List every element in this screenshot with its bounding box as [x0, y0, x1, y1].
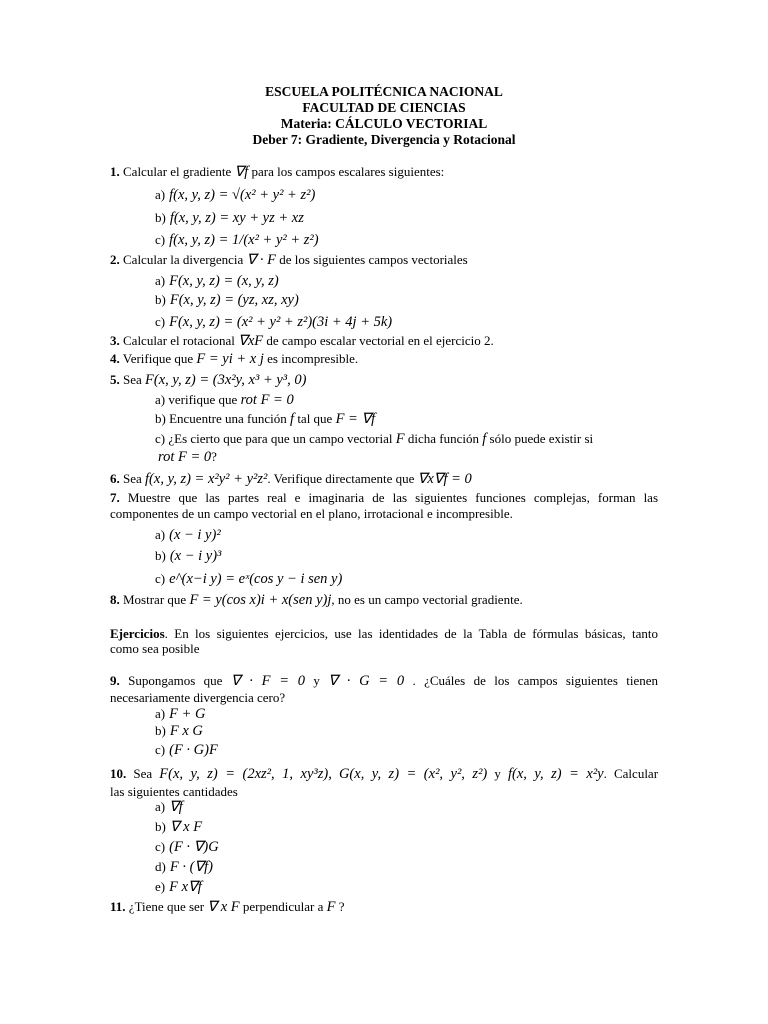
subject-name: Materia: CÁLCULO VECTORIAL: [280, 116, 488, 131]
assignment-title: Deber 7: Gradiente, Divergencia y Rotacional: [252, 132, 516, 147]
question-5-item-c-continuation: rot F = 0?: [158, 449, 217, 465]
question-2: 2. Calcular la divergencia ∇ · F de los siguientes campos vectoriales: [110, 252, 468, 268]
question-10-item-a: a) ∇f: [155, 799, 183, 815]
question-10-line-1: 10. Sea F(x, y, z) = (2xz², 1, xy³z), G(x, y, z) = (x², y², z²) y f(x, y, z) = x²y. Calcular: [110, 766, 659, 782]
question-11: 11. ¿Tiene que ser ∇ x F perpendicular a F ?: [110, 899, 345, 915]
question-10-item-d: d) F · (∇f): [155, 859, 213, 875]
faculty-name: FACULTAD DE CIENCIAS: [302, 100, 466, 115]
question-10-item-e: e) F x∇f: [155, 879, 202, 895]
question-1: 1. Calcular el gradiente ∇f para los campos escalares siguientes:: [110, 164, 445, 180]
question-9-line-2: necesariamente divergencia cero?: [110, 690, 286, 705]
question-3: 3. Calcular el rotacional ∇xF de campo escalar vectorial en el ejercicio 2.: [110, 333, 494, 349]
question-2-item-c: c) F(x, y, z) = (x² + y² + z²)(3i + 4j + 5k): [155, 314, 393, 330]
exercises-intro-line-1: Ejercicios. En los siguientes ejercicios, use las identidades de la Tabla de fórmulas básicas, tanto: [110, 626, 658, 641]
exercises-intro-line-2: como sea posible: [110, 641, 200, 656]
document-header: [0, 84, 768, 148]
question-5-item-c: c) ¿Es cierto que para que un campo vectorial F dicha función f sólo puede existir si: [155, 431, 594, 447]
question-10-item-b: b) ∇ x F: [155, 819, 203, 835]
question-9-item-a: a) F + G: [155, 706, 206, 722]
question-9-item-b: b) F x G: [155, 723, 203, 739]
question-1-item-c: c) f(x, y, z) = 1/(x² + y² + z²): [155, 232, 319, 248]
question-8: 8. Mostrar que F = y(cos x)i + x(sen y)j, no es un campo vectorial gradiente.: [110, 592, 523, 608]
question-7-item-b: b) (x − i y)³: [155, 548, 222, 564]
question-7-line-1: 7. Muestre que las partes real e imaginaria de las siguientes funciones complejas, forman las: [110, 490, 659, 505]
question-5-item-b: b) Encuentre una función f tal que F = ∇f: [155, 411, 376, 427]
question-7-line-2: componentes de un campo vectorial en el plano, irrotacional e incompresible.: [110, 506, 513, 521]
institution-name: ESCUELA POLITÉCNICA NACIONAL: [265, 84, 503, 99]
question-2-item-b: b) F(x, y, z) = (yz, xz, xy): [155, 292, 299, 308]
question-9-item-c: c) (F · G)F: [155, 742, 218, 758]
question-2-item-a: a) F(x, y, z) = (x, y, z): [155, 273, 279, 289]
question-1-item-a: a) f(x, y, z) = √(x² + y² + z²): [155, 187, 316, 203]
question-5-item-a: a) verifique que rot F = 0: [155, 392, 294, 408]
question-4: 4. Verifique que F = yi + x j es incompresible.: [110, 351, 359, 367]
question-7-item-a: a) (x − i y)²: [155, 527, 221, 543]
question-6: 6. Sea f(x, y, z) = x²y² + y²z². Verifique directamente que ∇x∇f = 0: [110, 471, 472, 487]
question-9-line-1: 9. Supongamos que ∇ · F = 0 y ∇ · G = 0 . ¿Cuáles de los campos siguientes tienen: [110, 673, 659, 689]
question-1-item-b: b) f(x, y, z) = xy + yz + xz: [155, 210, 304, 226]
question-10-line-2: las siguientes cantidades: [110, 784, 238, 799]
question-7-item-c: c) e^(x−i y) = eˣ(cos y − i sen y): [155, 571, 343, 587]
question-5: 5. Sea F(x, y, z) = (3x²y, x³ + y³, 0): [110, 372, 307, 388]
question-10-item-c: c) (F · ∇)G: [155, 839, 219, 855]
